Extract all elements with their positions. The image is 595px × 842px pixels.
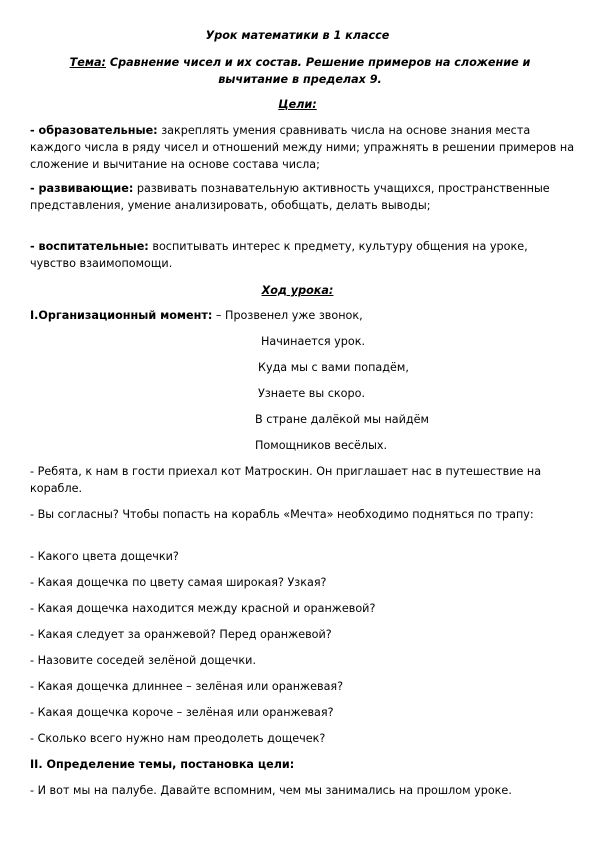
paragraph: - Ребята, к нам в гости приехал кот Матроскин. Он приглашает нас в путешествие на корабле. [30, 465, 542, 495]
section-1-line [30, 307, 363, 324]
paragraph: - Какая следует за оранжевой? Перед оранжевой? [30, 628, 332, 641]
poem-first-line: – Прозвенел уже звонок, [212, 309, 363, 322]
paragraph: - И вот мы на палубе. Давайте вспомним, чем мы занимались на прошлом уроке. [30, 784, 512, 797]
poem-line: Узнаете вы скоро. [258, 387, 366, 400]
goal-text: воспитывать интерес к предмету, культуру общения на уроке, чувство взаимопомощи. [30, 240, 528, 270]
topic-line [40, 54, 560, 88]
goal-text: развивать познавательную активность учащихся, пространственные представления, умение анализировать, обобщать, делать выводы; [30, 182, 550, 212]
lesson-heading-text: Ход урока: [261, 284, 334, 297]
poem-line: Начинается урок. [261, 335, 366, 348]
goal-educational [30, 122, 575, 173]
document-title: Урок математики в 1 классе [205, 29, 390, 42]
paragraph: - Какого цвета дощечки? [30, 550, 179, 563]
poem-line: В стране далёкой мы найдём [255, 413, 429, 426]
goal-developmental [30, 180, 575, 214]
topic-text: Сравнение чисел и их состав. Решение примеров на сложение и вычитание в пределах 9. [105, 56, 531, 86]
goals-heading [0, 96, 595, 113]
poem-line: Куда мы с вами попадём, [258, 361, 409, 374]
poem-line: Помощников весёлых. [255, 439, 388, 452]
goal-label: - образовательные: [30, 124, 158, 137]
goal-label: - развивающие: [30, 182, 134, 195]
goal-label: - воспитательные: [30, 240, 149, 253]
lesson-heading [0, 282, 595, 299]
paragraph: - Какая дощечка короче – зелёная или оранжевая? [30, 706, 334, 719]
section-2-heading: II. Определение темы, постановка цели: [30, 758, 295, 771]
goal-educative [30, 238, 575, 272]
paragraph: - Какая дощечка длиннее – зелёная или оранжевая? [30, 680, 344, 693]
goals-heading-text: Цели: [278, 98, 317, 111]
topic-label: Тема: [69, 56, 106, 69]
paragraph: - Какая дощечка по цвету самая широкая? Узкая? [30, 576, 327, 589]
paragraph: - Сколько всего нужно нам преодолеть дощечек? [30, 732, 326, 745]
goal-text: закреплять умения сравнивать числа на основе знания места каждого числа в ряду чисел и отношений между ними; упражнять в решении примеров на сложение и вычитание на основе состава числа; [30, 124, 575, 171]
paragraph: - Назовите соседей зелёной дощечки. [30, 654, 256, 667]
section-1-label: I.Организационный момент: [30, 309, 213, 322]
paragraph: - Какая дощечка находится между красной и оранжевой? [30, 602, 376, 615]
paragraph: - Вы согласны? Чтобы попасть на корабль «Мечта» необходимо подняться по трапу: [30, 508, 534, 521]
